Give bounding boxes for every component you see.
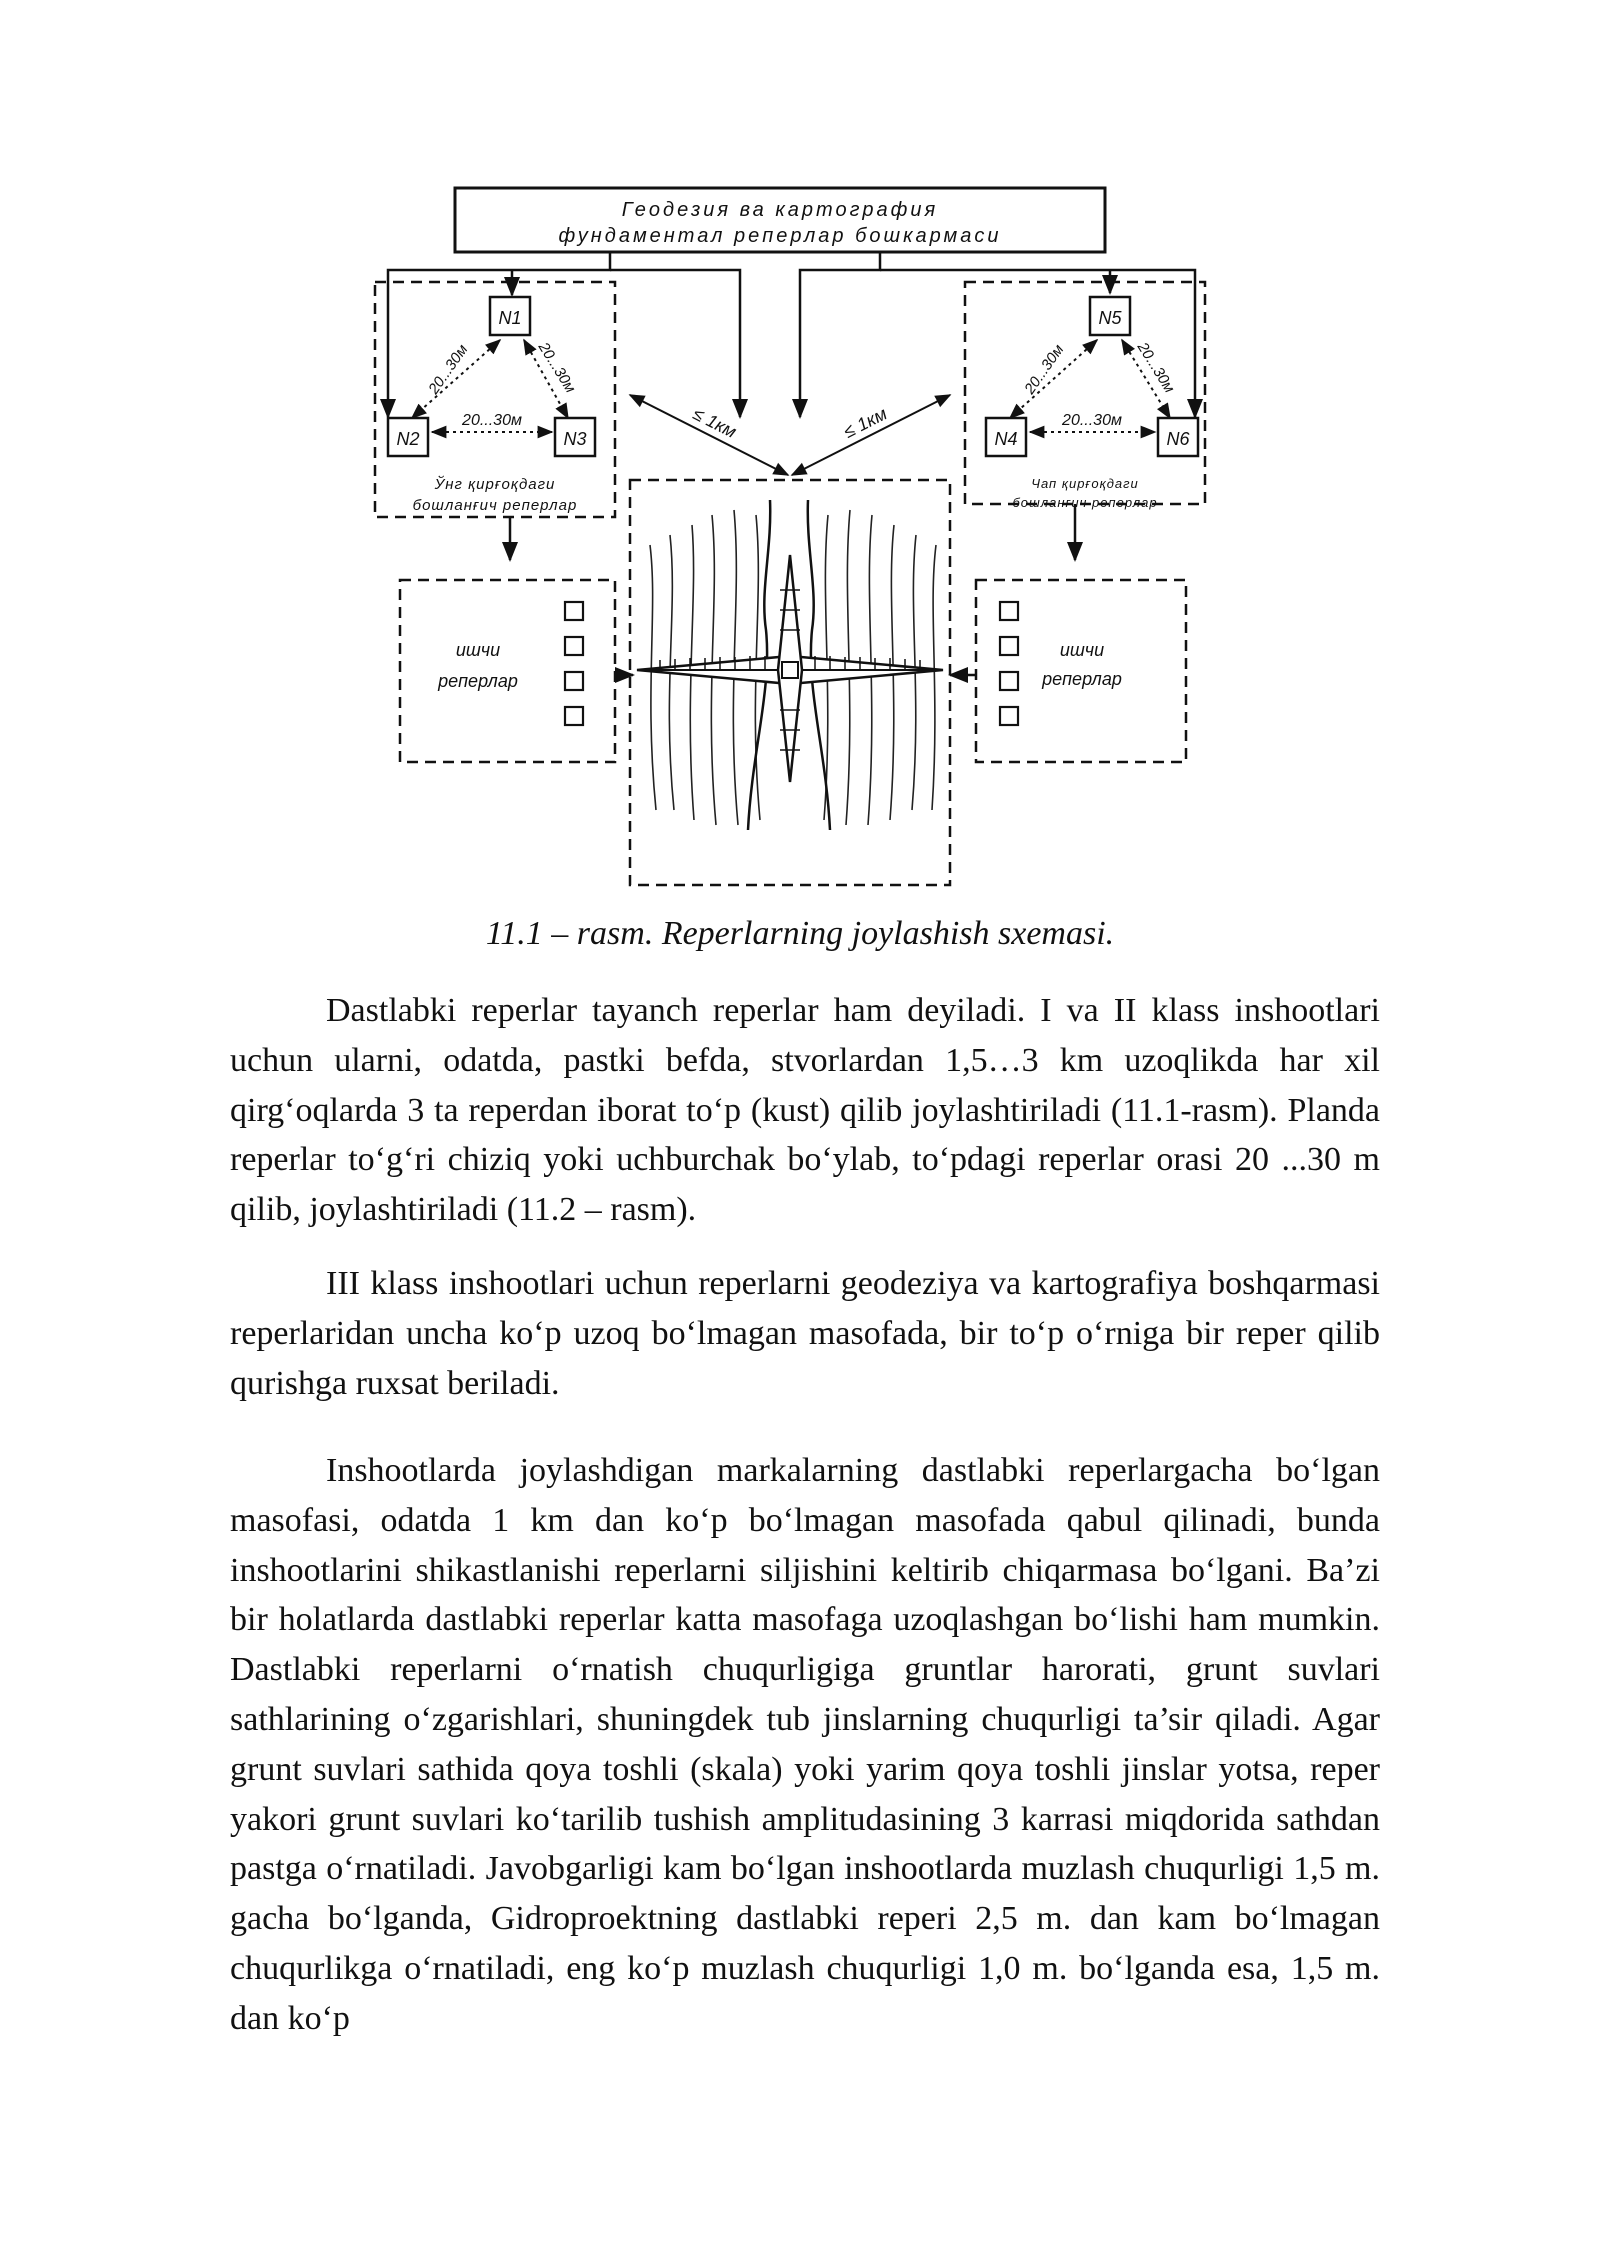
working-right-line1: ишчи: [1059, 640, 1105, 660]
node-n5-label: N5: [1098, 308, 1122, 328]
working-reper-mark: [1000, 602, 1018, 620]
admin-box-line1: Геодезия ва картография: [621, 199, 939, 221]
working-reper-mark: [565, 707, 583, 725]
left-dist-n1-n2: 20...30м: [425, 341, 472, 398]
working-repers-right: [950, 580, 1186, 762]
right-bank-initial-repers-group: [375, 282, 615, 517]
working-reper-mark: [565, 602, 583, 620]
left-group-label-line1: Ўнг қирғоқдаги: [434, 476, 556, 493]
left-dist-n1-n3: 20...30м: [534, 339, 579, 396]
left-group-label-line2: бошланғич реперлар: [412, 497, 578, 514]
group-to-working-arrows: [510, 504, 1075, 560]
geodesy-administration-box: [455, 188, 1105, 252]
node-n3-label: N3: [563, 429, 587, 449]
figure-caption: 11.1 – rasm. Reperlarning joylashish sxemasi.: [485, 915, 1115, 952]
paragraph: Inshootlarda joylashdigan markalarning dastlabki reperlargacha bo‘lgan masofasi, odatda 1 km dan ko‘p bo‘lmagan masofada qabul qilinadi, bunda inshootlarini shikastlanishi reperlarni siljishini keltirib chiqarmasa bo‘lgani. Ba’zi bir holatlarda dastlabki reperlar katta masofaga uzoqlashgan bo‘lishi ham mumkin. Dastlabki reperlarni o‘rnatish chuqurligiga gruntlar harorati, grunt suvlari sathlarining o‘zgarishlari, shuningdek tub jinslarning chuqurligi ta’sir qiladi. Agar grunt suvlari sathida qoya toshli (skala) yoki yarim qoya toshli jinslar yotsa, reper yakori grunt suvlari ko‘tarilib tushish amplitudasining 3 karrasi miqdorida sathdan pastga o‘rnatiladi. Javobgarligi kam bo‘lgan inshootlarda muzlash chuqurligi 1,5 m. gacha bo‘lganda, Gidroproektning dastlabki reperi 2,5 m. dan kam bo‘lmagan chuqurlikga o‘rnatiladi, eng ko‘p muzlash chuqurligi 1,0 m. bo‘lganda esa, 1,5 m. dan ko‘p: [230, 1452, 1380, 2037]
working-repers-left: [400, 580, 633, 762]
dam-site-area: [630, 480, 950, 885]
distance-left-label: ≤ 1км: [689, 403, 740, 442]
working-reper-mark: [1000, 707, 1018, 725]
node-n4-label: N4: [994, 429, 1018, 449]
node-n2-label: N2: [396, 429, 420, 449]
working-reper-mark: [1000, 637, 1018, 655]
right-dist-n5-n4: 20...30м: [1021, 341, 1068, 398]
working-reper-mark: [565, 637, 583, 655]
admin-box-line2: фундаментал реперлар бошкармаси: [558, 225, 1002, 247]
node-n1-label: N1: [498, 308, 522, 328]
left-bank-initial-repers-group: [965, 282, 1205, 510]
right-group-label-line2: бошланғич реперлар: [1012, 495, 1158, 510]
right-dist-n4-n6: 20...30м: [1062, 412, 1122, 429]
paragraph: III klass inshootlari uchun reperlarni geodeziya va kartografiya boshqarmasi reperlaridan uncha ko‘p uzoq bo‘lmagan masofada, bir to‘p o‘rniga bir reper qilib qurishga ruxsat beriladi.: [230, 1265, 1380, 1402]
working-reper-mark: [1000, 672, 1018, 690]
distance-arrows: [630, 395, 950, 475]
paragraph: Dastlabki reperlar tayanch reperlar ham deyiladi. I va II klass inshootlari uchun ularni, odatda, pastki befda, stvorlardan 1,5…3 km uzoqlikda har xil qirg‘oqlarda 3 ta reperdan iborat to‘p (kust) qilib joylashtiriladi (11.1-rasm). Planda reperlar to‘g‘ri chiziq yoki uchburchak bo‘ylab, to‘pdagi reperlar orasi 20 ...30 m qilib, joylashtiriladi (11.2 – rasm).: [230, 992, 1380, 1229]
left-dist-n2-n3: 20...30м: [462, 412, 522, 429]
reper-layout-diagram: [340, 170, 1240, 890]
right-dist-n5-n6: 20...30м: [1133, 339, 1178, 396]
right-group-label-line1: Чап қирғоқдаги: [1031, 476, 1139, 491]
working-left-line1: ишчи: [455, 640, 501, 660]
dam-center-mark: [782, 662, 798, 678]
working-left-line2: реперлар: [438, 671, 518, 691]
distance-right-label: ≤ 1км: [840, 403, 891, 442]
working-right-line2: реперлар: [1042, 669, 1122, 689]
node-n6-label: N6: [1166, 429, 1190, 449]
working-reper-mark: [565, 672, 583, 690]
